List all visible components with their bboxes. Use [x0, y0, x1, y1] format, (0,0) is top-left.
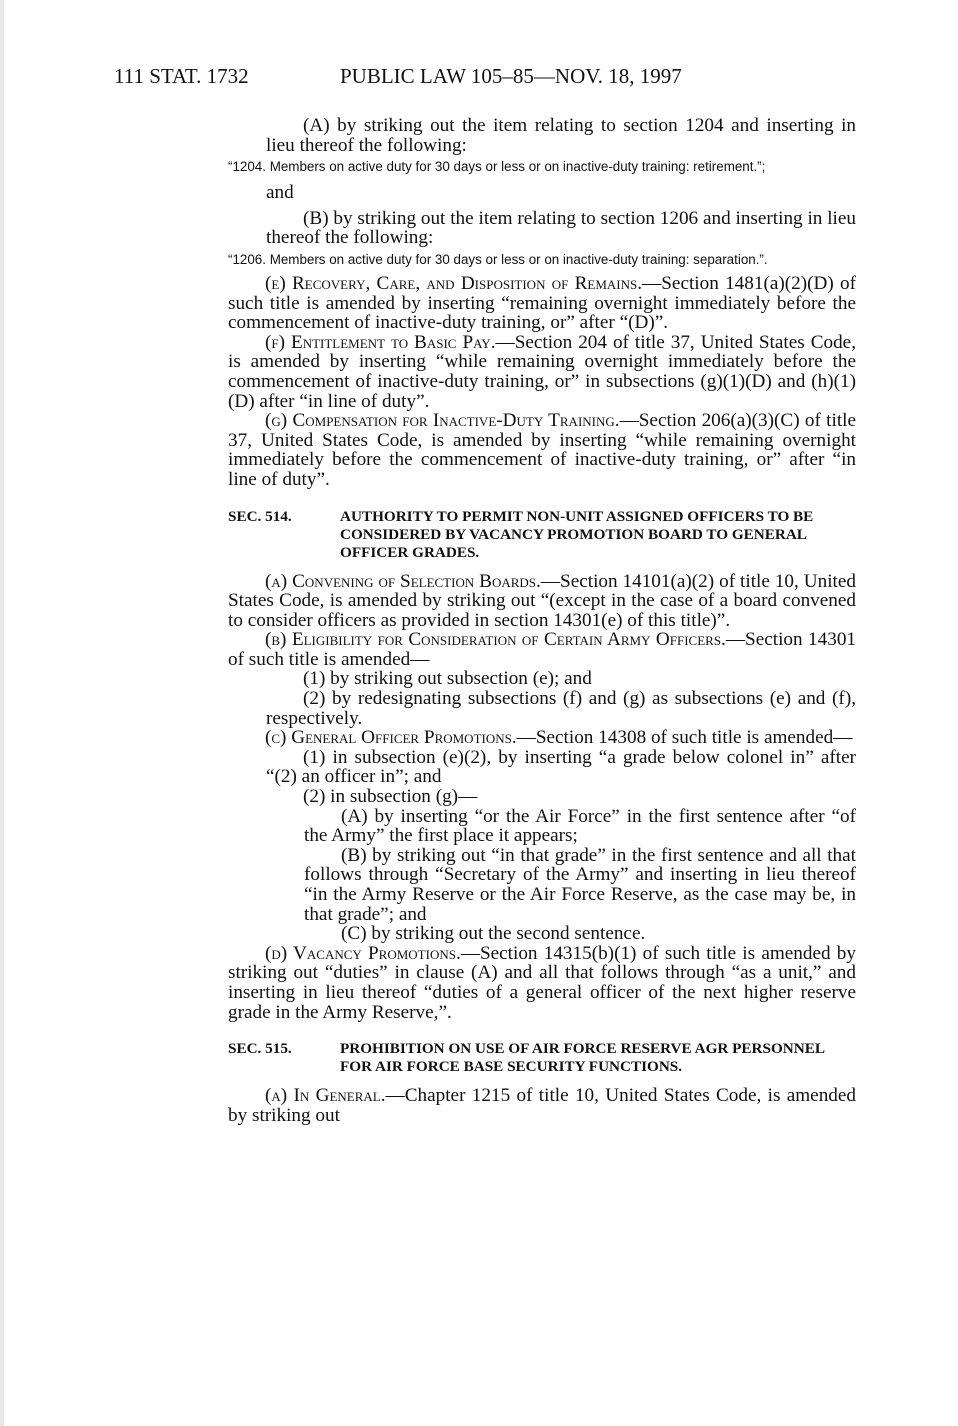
clause-c2-b: (B) by striking out “in that grade” in the first sentence and all that follows through “Secretary of the Army” and inserting in lieu thereof “in the Army Reserve or the Air Force Reserve, as the case may be, in that grade”; and — [304, 844, 856, 925]
subsection-f — [228, 333, 856, 411]
subsection-f-heading: (f) Entitlement to Basic Pay. — [265, 331, 496, 353]
clause-c2-a: (A) by inserting “or the Air Force” in the first sentence after “of the Army” the first place it appears; — [304, 805, 856, 847]
subsection-a-text: —Section 14101(a)(2) of title 10, United States Code, is amended by striking out “(except in the case of a board convened to consider officers as provided in section 14301(e) of this title)”. — [228, 570, 856, 631]
section-515-heading — [228, 1040, 856, 1076]
subsection-g-text: —Section 206(a)(3)(C) of title 37, United States Code, is amended by inserting “while remaining overnight immediately before the commencement of inactive-duty training, or” after “in line of duty”. — [228, 410, 856, 490]
subsection-c-promotions — [228, 728, 856, 748]
subsection-d-heading: (d) Vacancy Promotions. — [265, 942, 461, 964]
page-header — [0, 64, 958, 94]
section-514-heading — [228, 508, 856, 562]
subsection-e — [228, 274, 856, 333]
subsection-a-heading: (a) Convening of Selection Boards. — [265, 570, 541, 592]
public-law-title: PUBLIC LAW 105–85—NOV. 18, 1997 — [340, 64, 682, 88]
section-514-number: SEC. 514. — [228, 507, 292, 525]
paragraph-b2: (2) by redesignating subsections (f) and (g) as subsections (e) and (f), respectively. — [266, 688, 856, 729]
paragraph-b1: (1) by striking out subsection (e); and — [303, 668, 592, 690]
subsection-a-convening — [228, 572, 856, 631]
paragraph-c1: (1) in subsection (e)(2), by inserting “a grade below colonel in” after “(2) an officer in”; and — [266, 746, 856, 788]
subsection-c-heading: (c) General Officer Promotions. — [265, 727, 517, 749]
page-edge-shadow — [0, 0, 4, 1426]
section-515-title: PROHIBITION ON USE OF AIR FORCE RESERVE AGR PERSONNEL FOR AIR FORCE BASE SECURITY FUNCTIONS. — [340, 1040, 825, 1076]
subsection-d-vacancy — [228, 944, 856, 1022]
subsection-g-heading: (g) Compensation for Inactive-Duty Training. — [265, 410, 620, 432]
section-515-number: SEC. 515. — [228, 1040, 292, 1058]
clause-b: (B) by striking out the item relating to section 1206 and inserting in lieu thereof the following: — [266, 207, 856, 249]
subsection-g — [228, 411, 856, 489]
subsection-b-heading: (b) Eligibility for Consideration of Certain Army Officers. — [265, 629, 726, 651]
subsection-c-text: —Section 14308 of such title is amended— — [516, 727, 853, 749]
section-514-title: AUTHORITY TO PERMIT NON-UNIT ASSIGNED OFFICERS TO BE CONSIDERED BY VACANCY PROMOTION BOARD TO GENERAL OFFICER GRADES. — [340, 507, 814, 561]
statute-citation: 111 STAT. 1732 — [114, 64, 249, 88]
subsection-b-text: —Section 14301 of such title is amended— — [228, 629, 857, 670]
clause-a: (A) by striking out the item relating to section 1204 and inserting in lieu thereof the following: — [266, 115, 856, 156]
in-general-heading: (a) In General. — [265, 1085, 386, 1107]
document-body — [228, 116, 856, 1125]
in-general-text: —Chapter 1215 of title 10, United States Code, is amended by striking out — [228, 1085, 856, 1126]
subsection-f-text: —Section 204 of title 37, United States Code, is amended by inserting “while remaining overnight immediately before the commencement of inactive-duty training, or” in subsections (g)(1)(D) and (h)(1)(D) after “in line of duty”. — [228, 331, 856, 412]
toc-item-1204: “1204. Members on active duty for 30 days or less or on inactive-duty training: retirement.”; — [228, 159, 766, 175]
subsection-a-in-general — [228, 1086, 856, 1125]
conjunction-and: and — [266, 182, 294, 204]
subsection-d-text: —Section 14315(b)(1) of such title is amended by striking out “duties” in clause (A) and all that follows through “as a unit,” and inserting in lieu thereof “duties of a general officer of the next higher reserve grade in the Army Reserve,”. — [228, 942, 856, 1023]
subsection-e-heading: (e) Recovery, Care, and Disposition of Remains. — [265, 272, 643, 294]
toc-item-1206: “1206. Members on active duty for 30 days or less or on inactive-duty training: separation.”. — [228, 251, 768, 267]
paragraph-c2: (2) in subsection (g)— — [303, 786, 478, 808]
subsection-b-eligibility — [228, 630, 856, 669]
clause-c2-c: (C) by striking out the second sentence. — [341, 923, 646, 945]
subsection-e-text: —Section 1481(a)(2)(D) of such title is amended by inserting “remaining overnight immediately before the commencement of inactive-duty training, or” after “(D)”. — [228, 272, 857, 334]
